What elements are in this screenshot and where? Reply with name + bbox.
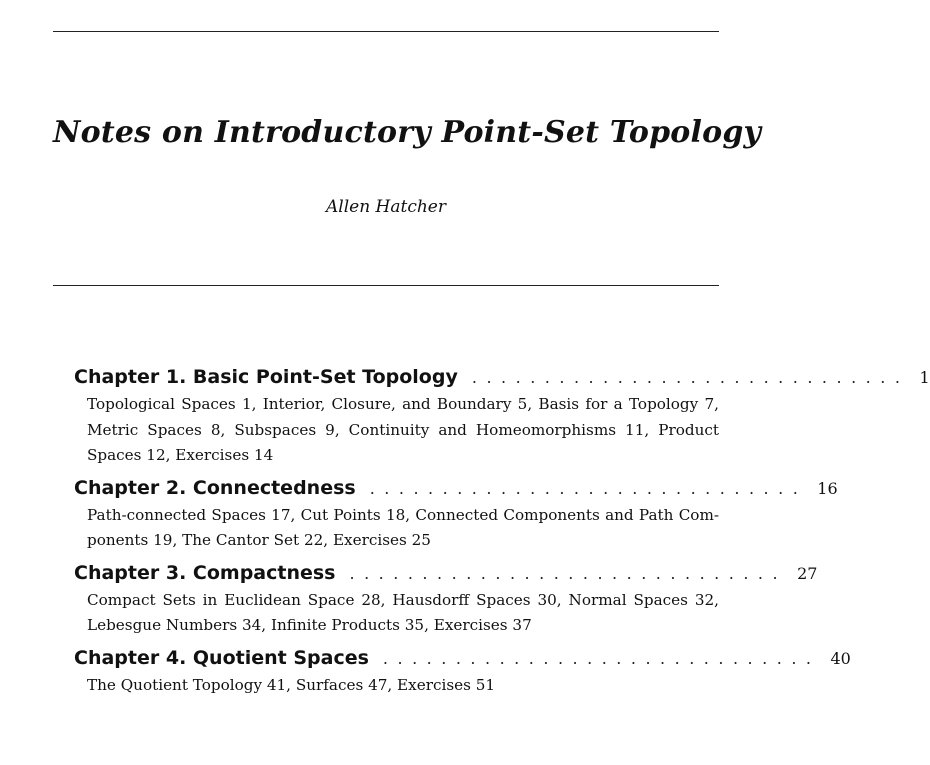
author-name: Allen Hatcher: [325, 197, 446, 217]
chapter-title: Chapter 1. Basic Point-Set Topology: [74, 366, 458, 388]
toc-chapter-4: [74, 643, 851, 699]
chapter-page-number: 16: [817, 478, 838, 498]
chapter-heading[interactable]: [74, 643, 851, 673]
toc-chapter-1: [74, 362, 930, 469]
leader-dots: ..............................: [471, 368, 910, 387]
chapter-sections: Path-connected Spaces 17, Cut Points 18, Connected Components and Path Com-ponents 19, The Cantor Set 22, Exercises 25: [87, 505, 719, 549]
chapter-title: Chapter 3. Compactness: [74, 561, 336, 584]
chapter-heading[interactable]: [74, 558, 818, 588]
chapter-sections: The Quotient Topology 41, Surfaces 47, Exercises 51: [87, 675, 496, 694]
toc-chapter-3: [74, 558, 818, 639]
chapter-sections: Compact Sets in Euclidean Space 28, Hausdorff Spaces 30, Normal Spaces 32, Lebesgue Numbers 34, Infinite Products 35, Exercises 37: [87, 590, 719, 634]
chapter-sections: Topological Spaces 1, Interior, Closure, and Boundary 5, Basis for a Topology 7, Metric Spaces 8, Subspaces 9, Continuity and Homeomorphisms 11, Product Spaces 12, Exercises 14: [87, 395, 719, 464]
chapter-page-number: 1: [919, 368, 930, 387]
leader-dots: ..............................: [369, 478, 808, 498]
chapter-page-number: 27: [797, 563, 818, 583]
top-rule: [53, 31, 719, 32]
bottom-rule: [53, 285, 719, 286]
table-of-contents: [74, 362, 930, 702]
leader-dots: ..............................: [382, 648, 821, 668]
toc-chapter-2: [74, 473, 838, 554]
chapter-heading[interactable]: [74, 473, 838, 503]
chapter-title: Chapter 2. Connectedness: [74, 476, 356, 499]
chapter-heading[interactable]: [74, 362, 930, 392]
chapter-title: Chapter 4. Quotient Spaces: [74, 646, 369, 669]
leader-dots: ..............................: [349, 563, 788, 583]
chapter-page-number: 40: [830, 648, 851, 668]
document-title: Notes on Introductory Point-Set Topology: [53, 115, 762, 150]
